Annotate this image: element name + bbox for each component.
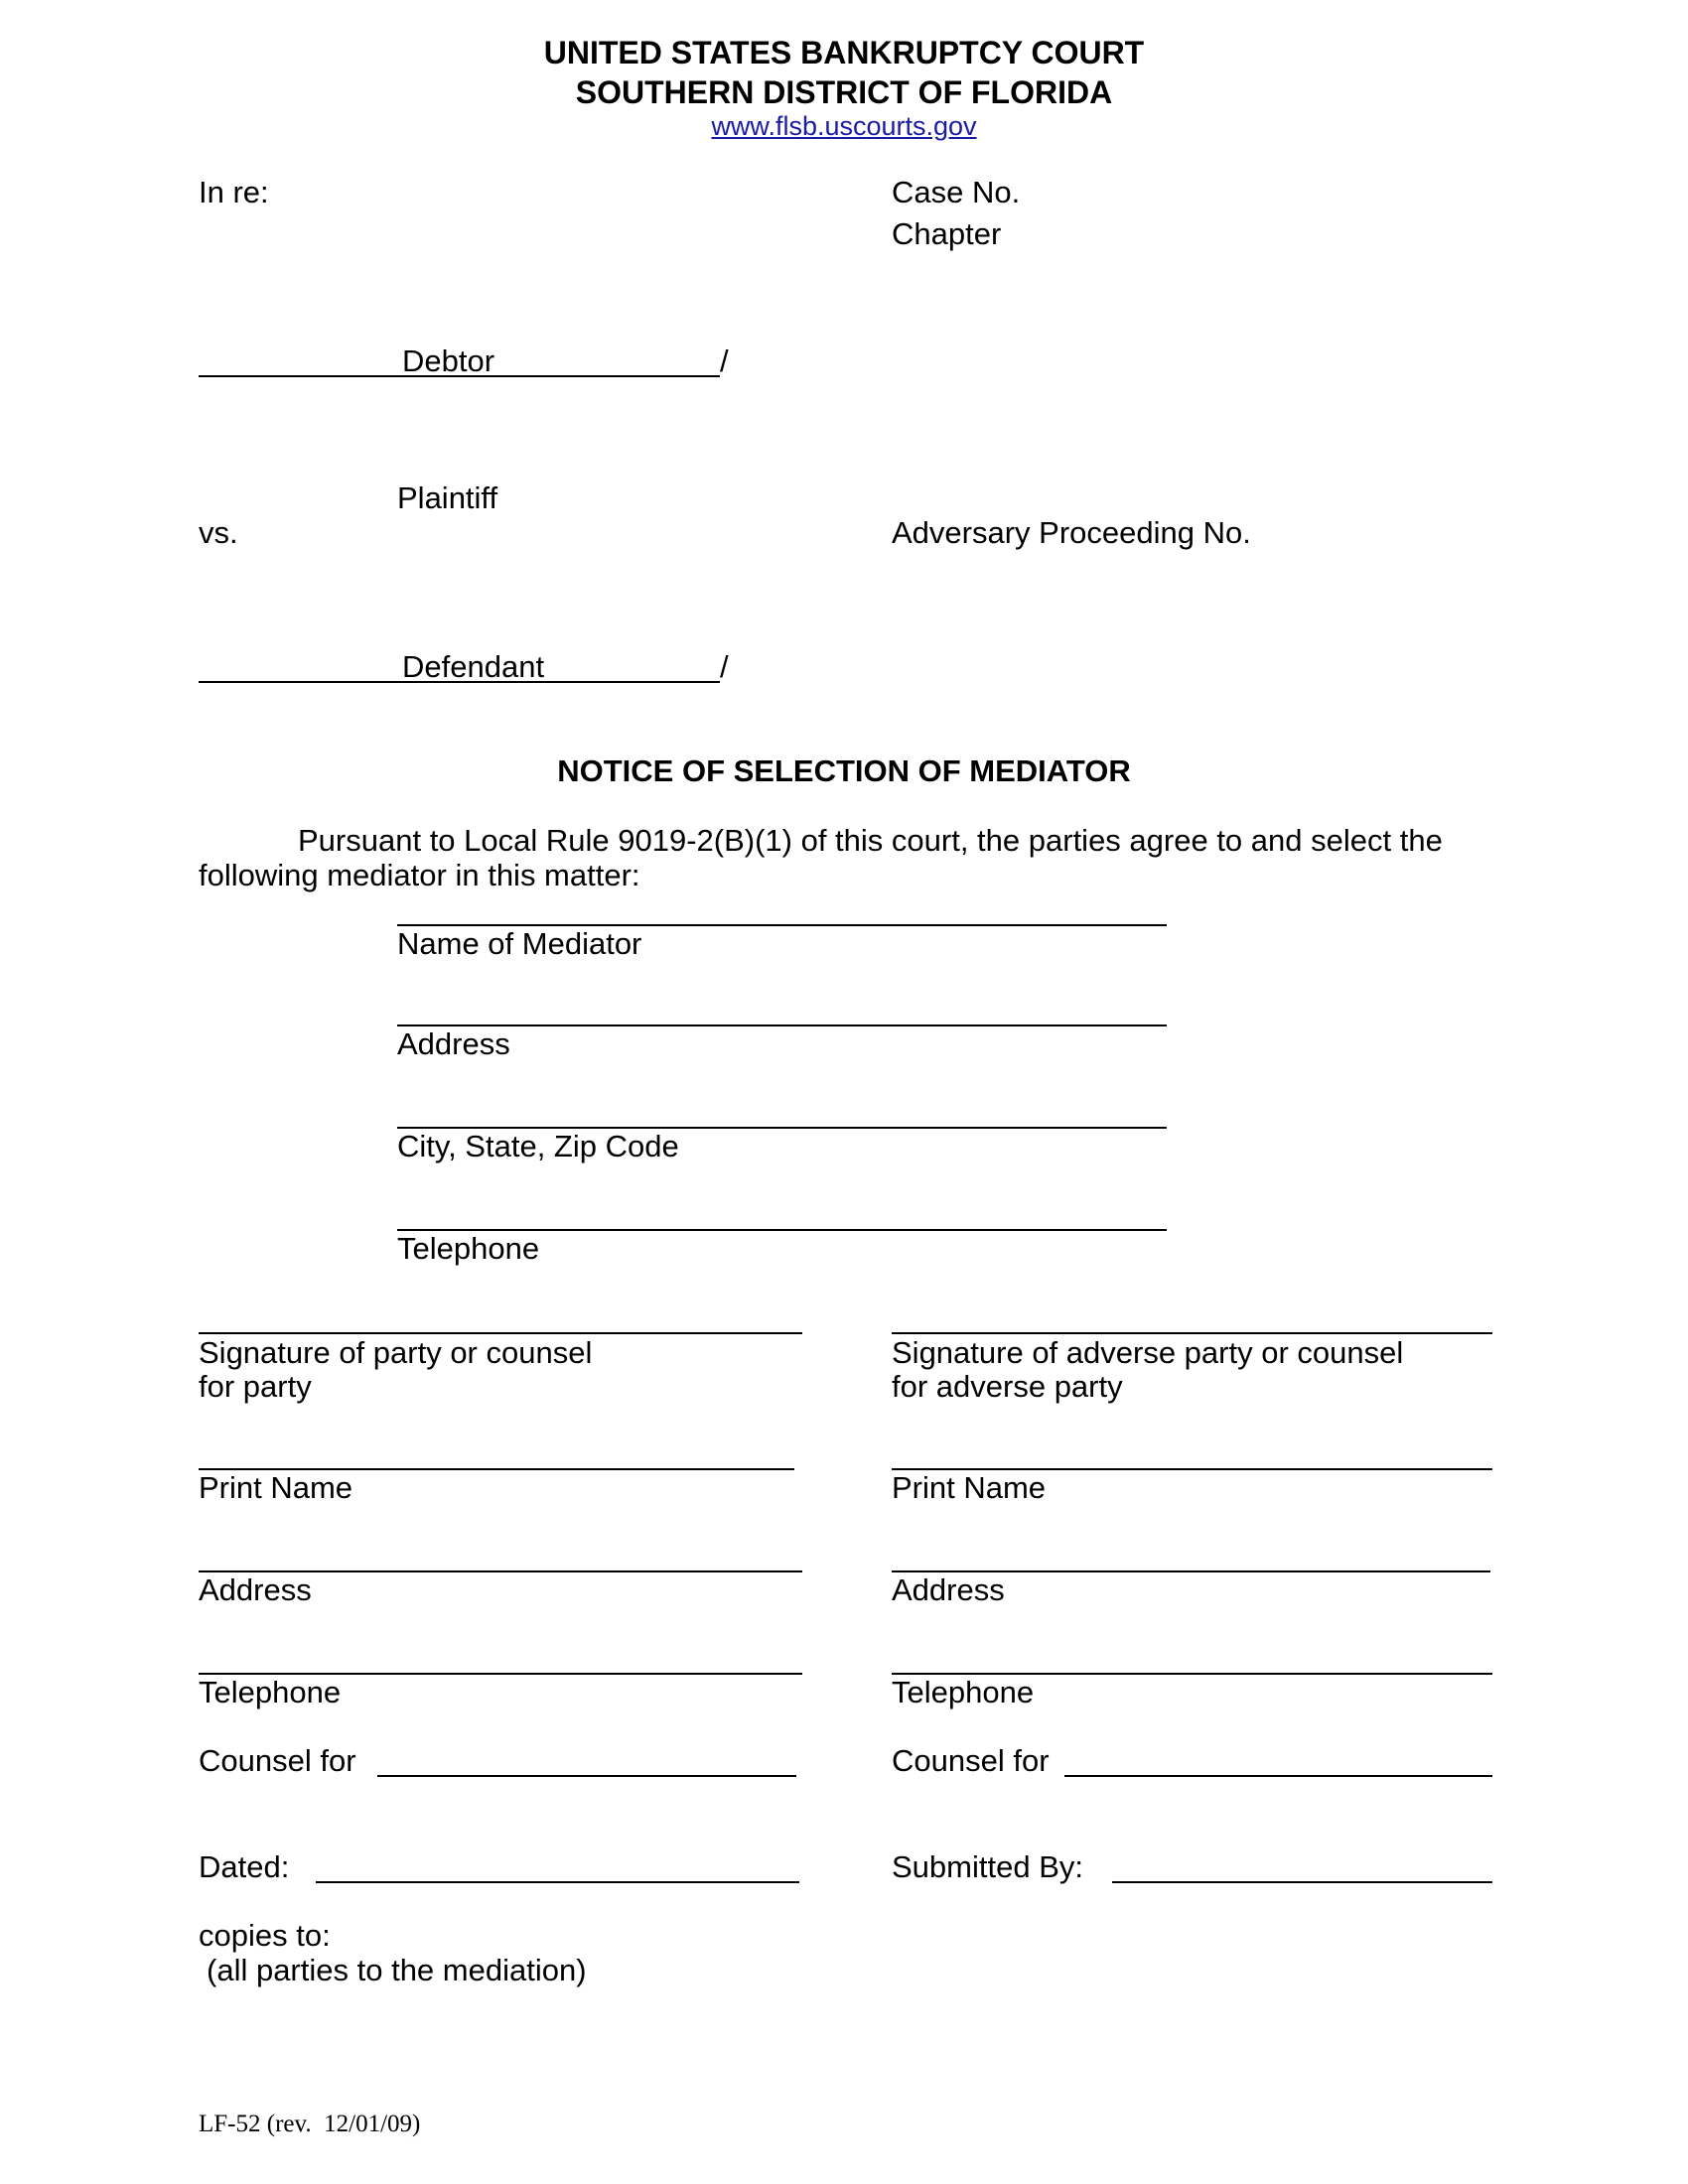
copies-to-parties: (all parties to the mediation) [207, 1953, 587, 1987]
court-website-link[interactable]: www.flsb.uscourts.gov [711, 111, 977, 141]
in-re-label: In re: [199, 175, 269, 209]
left-signature-line[interactable] [199, 1332, 802, 1334]
mediator-telephone-label: Telephone [397, 1231, 540, 1266]
left-print-name-label: Print Name [199, 1470, 353, 1505]
left-signature-label-1: Signature of party or counsel [199, 1335, 593, 1370]
notice-body-line1: Pursuant to Local Rule 9019-2(B)(1) of this court, the parties agree to and select the [298, 823, 1443, 858]
mediator-address-label: Address [397, 1026, 510, 1061]
debtor-slash: / [720, 343, 729, 378]
right-signature-line[interactable] [892, 1332, 1492, 1334]
right-address-label: Address [892, 1572, 1005, 1607]
notice-body-line2: following mediator in this matter: [199, 858, 640, 892]
submitted-by-line[interactable] [1112, 1881, 1492, 1883]
form-id-footer: LF-52 (rev. 12/01/09) [199, 2111, 421, 2137]
plaintiff-label: Plaintiff [397, 480, 498, 515]
chapter-label: Chapter [892, 216, 1002, 251]
right-counsel-for-line[interactable] [1064, 1775, 1492, 1777]
left-counsel-for-line[interactable] [377, 1775, 796, 1777]
right-signature-label-1: Signature of adverse party or counsel [892, 1335, 1404, 1370]
submitted-by-label: Submitted By: [892, 1849, 1083, 1884]
dated-label: Dated: [199, 1849, 290, 1884]
right-counsel-for-label: Counsel for [892, 1743, 1050, 1778]
adversary-proceeding-label: Adversary Proceeding No. [892, 515, 1251, 550]
mediator-address-line[interactable] [397, 1024, 1167, 1026]
mediator-city-label: City, State, Zip Code [397, 1129, 679, 1163]
right-signature-label-2: for adverse party [892, 1369, 1123, 1404]
left-counsel-for-label: Counsel for [199, 1743, 356, 1778]
left-signature-label-2: for party [199, 1369, 312, 1404]
defendant-slash: / [720, 649, 729, 684]
defendant-label: Defendant [402, 649, 545, 684]
mediator-name-label: Name of Mediator [397, 926, 642, 961]
left-telephone-label: Telephone [199, 1675, 342, 1709]
left-address-label: Address [199, 1572, 312, 1607]
notice-title: NOTICE OF SELECTION OF MEDIATOR [557, 753, 1131, 788]
dated-line[interactable] [316, 1881, 799, 1883]
copies-to-label: copies to: [199, 1918, 331, 1953]
vs-label: vs. [199, 515, 238, 550]
debtor-label: Debtor [402, 343, 495, 378]
case-no-label: Case No. [892, 175, 1021, 209]
court-title: UNITED STATES BANKRUPTCY COURT [543, 35, 1145, 70]
right-print-name-label: Print Name [892, 1470, 1047, 1505]
district-title: SOUTHERN DISTRICT OF FLORIDA [575, 74, 1113, 110]
right-telephone-label: Telephone [892, 1675, 1035, 1709]
